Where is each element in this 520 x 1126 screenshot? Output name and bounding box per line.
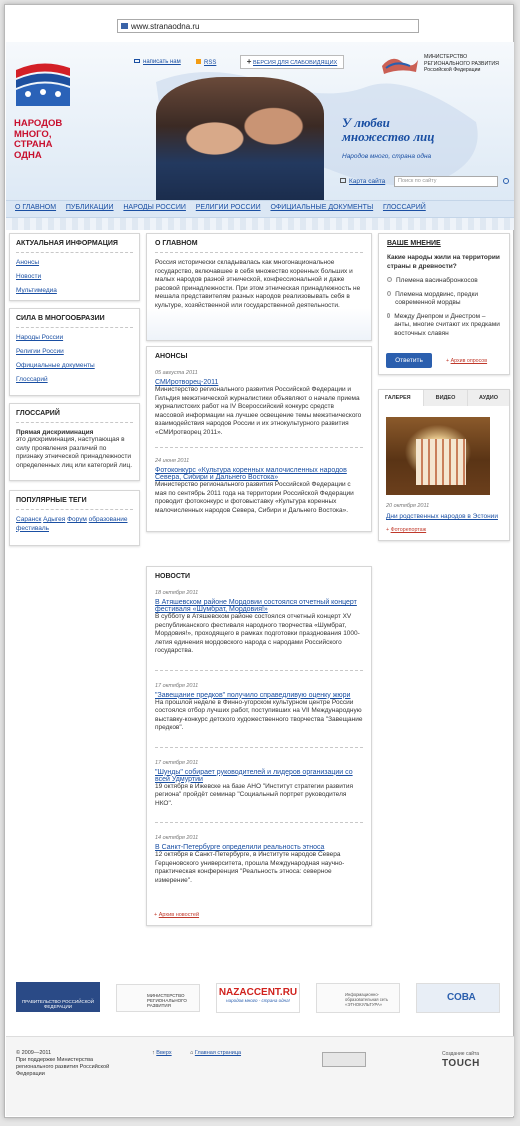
- radio-button[interactable]: [387, 291, 391, 296]
- footer-copyright: © 2009—2011 При поддержке Министерства регионального развития Российской Федерации: [16, 1050, 110, 1077]
- poll-archive-link[interactable]: + Архив опросов: [446, 358, 488, 364]
- ornament-strip: [6, 218, 514, 230]
- sidebar-item-religions[interactable]: Религии России: [16, 348, 64, 355]
- logo-text: НАРОДОВ МНОГО, СТРАНА ОДНА: [14, 118, 63, 161]
- logo-icon: [14, 60, 72, 108]
- partner-logo-nazaccent[interactable]: NAZACCENT.RU народов много - страна одна!: [216, 983, 300, 1013]
- tags-panel: [9, 490, 140, 546]
- search-input[interactable]: Поиск по сайту: [394, 176, 498, 187]
- poll-submit-button[interactable]: Ответить: [386, 353, 432, 368]
- rss-link[interactable]: RSS: [196, 59, 216, 66]
- announce-item: [155, 370, 363, 448]
- gallery-panel: [378, 389, 510, 541]
- nav-item-glossary[interactable]: ГЛОССАРИЙ: [382, 204, 426, 211]
- tag-link[interactable]: образование: [88, 516, 128, 523]
- tab-audio[interactable]: АУДИО: [467, 390, 509, 406]
- site-favicon-icon: [121, 23, 128, 29]
- partner-logo-ministry[interactable]: МИНИСТЕРСТВО РЕГИОНАЛЬНОГО РАЗВИТИЯ: [116, 984, 200, 1012]
- nav-item-religions[interactable]: РЕЛИГИИ РОССИИ: [195, 204, 261, 211]
- announce-item: [155, 458, 363, 515]
- news-date: 14 октября 2011: [155, 835, 199, 841]
- search-icon[interactable]: [503, 178, 509, 184]
- news-item: [155, 590, 363, 671]
- news-text: В субботу в Атяшевском районе состоялся отчетный концерт XV республиканского фестиваля народного творчества «Шумбрат, Мордовия!», проходящего в рамках подготовки празднования 1000-летия единения мордовского народа с народами Российского государства.: [155, 613, 360, 654]
- ministry-emblem-icon: [380, 52, 420, 76]
- tag-link[interactable]: фестиваль: [16, 524, 49, 532]
- panel-title: СИЛА В МНОГООБРАЗИИ: [16, 315, 133, 328]
- news-archive-link[interactable]: + Архив новостей: [154, 912, 200, 918]
- panel-title: ПОПУЛЯРНЫЕ ТЕГИ: [16, 497, 133, 510]
- announce-title-link[interactable]: СМИротворец-2011: [155, 379, 219, 386]
- sidebar-item-documents[interactable]: Официальные документы: [16, 362, 95, 369]
- news-title-link[interactable]: "Шунды" собирает руководителей и лидеров организации со всей Удмуртии: [155, 768, 353, 783]
- studio-logo[interactable]: TOUCH: [442, 1058, 480, 1069]
- poll-question: Какие народы жили на территории страны в древности?: [387, 254, 500, 270]
- sidebar-item-peoples[interactable]: Народы России: [16, 334, 64, 341]
- news-date: 17 октября 2011: [155, 682, 199, 689]
- about-panel: [146, 233, 372, 341]
- radio-button[interactable]: [387, 277, 392, 282]
- mail-icon: [134, 59, 140, 63]
- glossary-term: Прямая дискриминация: [16, 429, 94, 436]
- tag-link[interactable]: Форум: [67, 516, 87, 523]
- about-text: Россия исторически складывалась как многонациональное государство, включавшее в себя множество коренных больших и малых народов разной этнической, конфессиональной и даже расовой принадлежности. При этом этническая принадлежность не мешала представителям разных народов реализовывать себя в культуре, хозяйственной или государственной деятельности.: [155, 259, 361, 309]
- hero-photo: [156, 77, 324, 200]
- footer-made-by: Создание сайта: [442, 1051, 480, 1057]
- panel-title: ГЛОССАРИЙ: [16, 410, 133, 423]
- tab-video[interactable]: ВИДЕО: [423, 390, 467, 406]
- photo-report-link[interactable]: + Фоторепортаж: [386, 527, 427, 533]
- url-text: www.stranaodna.ru: [131, 22, 200, 31]
- sidebar-item-news[interactable]: Новости: [16, 273, 42, 280]
- news-panel: [146, 566, 372, 926]
- slogan-line: У любви: [342, 115, 390, 130]
- main-nav: [6, 200, 514, 218]
- rss-icon: [196, 59, 201, 64]
- sidebar-item-glossary[interactable]: Глоссарий: [16, 376, 48, 383]
- nav-item-publications[interactable]: ПУБЛИКАЦИИ: [65, 204, 114, 211]
- footer-badge-icon[interactable]: [322, 1052, 366, 1067]
- news-title-link[interactable]: В Атяшевском районе Мордовии состоялся отчетный концерт фестиваля «Шумбрат, Мордовия!»: [155, 599, 357, 613]
- slogan: [342, 116, 435, 144]
- radio-button[interactable]: [387, 313, 390, 318]
- gallery-caption-link[interactable]: Дни родственных народов в Эстонии: [386, 513, 498, 520]
- arrow-icon: +: [154, 912, 159, 918]
- announce-date: 05 августа 2011: [155, 370, 198, 376]
- address-bar[interactable]: [117, 19, 419, 33]
- slogan-line: множество лиц: [342, 129, 435, 144]
- tag-link[interactable]: Саранск: [16, 516, 42, 523]
- panel-title: О ГЛАВНОМ: [155, 240, 363, 253]
- write-us-link[interactable]: написать нам: [134, 59, 181, 65]
- vision-version-button[interactable]: + ВЕРСИЯ ДЛЯ СЛАБОВИДЯЩИХ: [240, 55, 344, 69]
- news-text: На прошлой неделе в Финно-угорском культурном центре России состоялся отбор лучших работ, поступивших на VII Международную выставку-конкурс детского художественного творчества "Завещание предков".: [155, 698, 363, 731]
- sidebar-item-announces[interactable]: Анонсы: [16, 259, 40, 266]
- gallery-photo[interactable]: [386, 417, 490, 495]
- news-title-link[interactable]: В Санкт-Петербурге определили реальность этноса: [155, 844, 325, 851]
- announce-text: Министерство регионального развития Российской Федерации с мая по сентябрь 2011 года на территории Российской Федерации проводит фотоконкурс и фотовыставку «Культура коренных малочисленных народов Севера, Сибири и Дальнего Востока».: [155, 481, 354, 514]
- announce-text: Министерство регионального развития Российской Федерации и Гильдия межэтнической журналистики объявляют о начале приема журналистских работ на IV Всероссийский конкурс средств массовой информации на лучшее освещение темы межэтнического взаимодействия народов России и их этнокультурного развития «СМИротворец 2011».: [155, 386, 362, 436]
- poll-option[interactable]: Между Днепром и Днестром – анты, многие считают их предками восточных славян: [387, 313, 501, 339]
- news-item: [155, 835, 363, 885]
- ministry-line: РЕГИОНАЛЬНОГО РАЗВИТИЯ: [424, 60, 499, 67]
- tab-gallery[interactable]: ГАЛЕРЕЯ: [379, 390, 423, 406]
- news-title-link[interactable]: "Завещание предков" получило справедливую оценку жюри: [155, 691, 351, 699]
- ministry-line: МИНИСТЕРСТВО: [424, 54, 468, 60]
- partner-logo-ethnoculture[interactable]: Информационно-образовательная сеть «ЭТНОКУЛЬТУРА»: [316, 983, 400, 1013]
- news-text: 12 октября в Санкт-Петербурге, в Институте народов Севера Герценовского университета, прошла Международная научно-практическая конференция "Реальность этноса: северное измерение".: [155, 851, 345, 884]
- poll-option[interactable]: Племена васинабронкосов: [387, 277, 501, 286]
- slogan-sub: Народов много, страна одна: [342, 153, 432, 160]
- nav-item-main[interactable]: О ГЛАВНОМ: [15, 204, 57, 211]
- site-logo[interactable]: [14, 60, 72, 108]
- sitemap-icon: [340, 178, 346, 183]
- panel-title: АКТУАЛЬНАЯ ИНФОРМАЦИЯ: [16, 240, 133, 253]
- partner-logo-sova[interactable]: СОВА: [416, 983, 500, 1013]
- news-date: 17 октября 2011: [155, 759, 199, 766]
- ministry-line: Российской Федерации: [424, 67, 481, 73]
- footer-up-link[interactable]: ↑ Вверх: [152, 1050, 172, 1056]
- gallery-tabs: [379, 390, 509, 406]
- gallery-date: 20 октября 2011: [386, 503, 430, 509]
- partner-logo-government[interactable]: ПРАВИТЕЛЬСТВО РОССИЙСКОЙ ФЕДЕРАЦИИ: [16, 982, 100, 1012]
- poll-option[interactable]: Племена мордвинс, предки современной мордвы: [387, 291, 501, 308]
- ministry-logo[interactable]: [380, 52, 500, 78]
- nav-item-peoples[interactable]: НАРОДЫ РОССИИ: [123, 204, 186, 211]
- news-item: [155, 760, 363, 824]
- glossary-text: это дискриминация, наступающая в силу проявления различий по признаку этнической принадлежности определенных лиц или категорий лиц.: [16, 436, 132, 469]
- panel-title: НОВОСТИ: [155, 573, 191, 580]
- tag-link[interactable]: Адыгея: [43, 516, 66, 523]
- announces-panel: [146, 346, 372, 532]
- diversity-panel: [9, 308, 140, 396]
- nav-item-documents[interactable]: ОФИЦИАЛЬНЫЕ ДОКУМЕНТЫ: [270, 204, 374, 211]
- footer-home-link[interactable]: ⌂ Главная страница: [190, 1050, 242, 1056]
- news-item: [155, 683, 363, 748]
- announce-date: 24 июня 2011: [155, 458, 190, 464]
- sitemap-link[interactable]: Карта сайта: [340, 178, 385, 185]
- glossary-panel: [9, 403, 140, 481]
- actual-info-panel: [9, 233, 140, 301]
- sidebar-item-multimedia[interactable]: Мультимедиа: [16, 287, 57, 294]
- panel-title: АНОНСЫ: [155, 353, 188, 360]
- announce-title-link[interactable]: Фотоконкурс «Культура коренных малочисленных народов Севера, Сибири и Дальнего Востока»: [155, 467, 347, 481]
- news-text: 19 октября в Ижевске на базе АНО "Институт стратегии развития региона" пройдёт семинар "Социальный портрет руководителя НКО".: [155, 782, 353, 807]
- news-date: 18 октября 2011: [155, 590, 199, 596]
- home-icon: ⌂: [190, 1050, 195, 1056]
- panel-title: ВАШЕ МНЕНИЕ: [387, 240, 441, 247]
